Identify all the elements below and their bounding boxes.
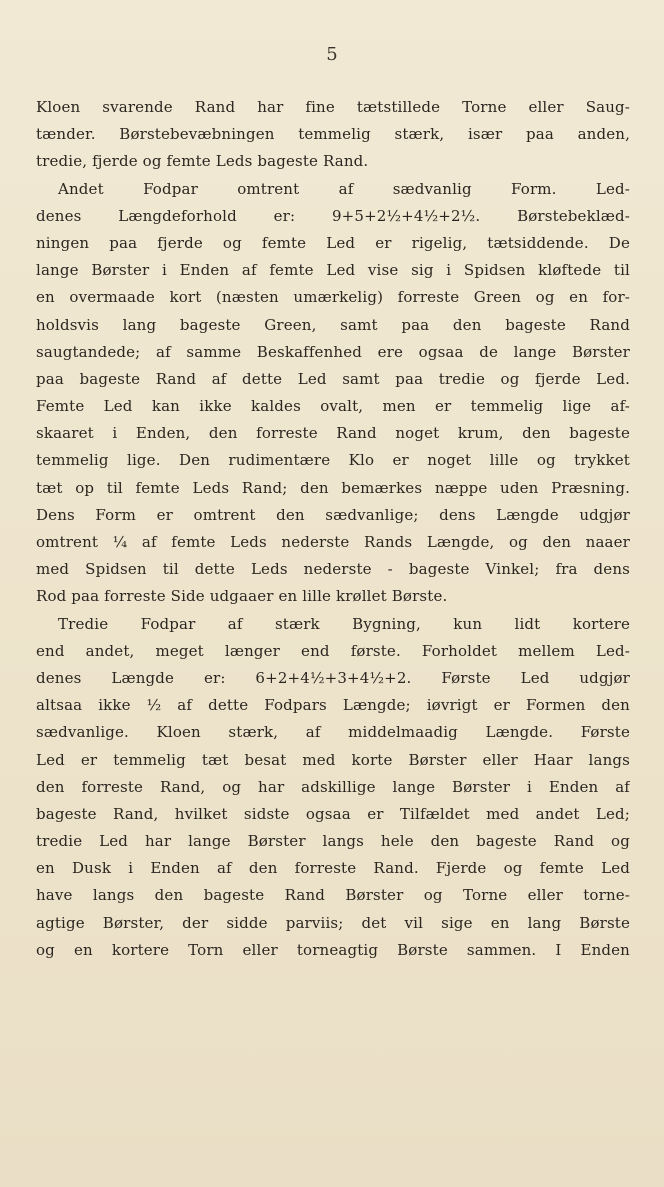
text-line: tredie, fjerde og femte Leds bageste Rand. (36, 152, 369, 171)
text-line: den forreste Rand, og har adskillige lange Børster i Enden af (36, 777, 630, 796)
text-line: agtige Børster, der sidde parviis; det vil sige en lang Børste (36, 913, 630, 932)
text-line: denes Længdeforhold er: 9+5+2½+4½+2½. Børstebeklæd- (36, 206, 630, 225)
text-line: med Spidsen til dette Leds nederste - bageste Vinkel; fra dens (36, 560, 630, 579)
text-line: omtrent ¼ af femte Leds nederste Rands Længde, og den naaer (36, 533, 630, 551)
text-line: en overmaade kort (næsten umærkelig) forreste Green og en for- (36, 288, 630, 307)
text-line: Andet Fodpar omtrent af sædvanlig Form. Led- (58, 179, 630, 198)
text-line: have langs den bageste Rand Børster og Torne eller torne- (36, 886, 630, 905)
text-line: Led er temmelig tæt besat med korte Børster eller Haar langs (36, 750, 630, 769)
text-line: tredie Led har lange Børster langs hele den bageste Rand og (36, 832, 630, 851)
text-line: en Dusk i Enden af den forreste Rand. Fjerde og femte Led (36, 859, 630, 878)
text-line: altsaa ikke ½ af dette Fodpars Længde; iøvrigt er Formen den (36, 696, 630, 715)
text-line: saugtandede; af samme Beskaffenhed ere ogsaa de lange Børster (36, 342, 630, 361)
text-line: denes Længde er: 6+2+4½+3+4½+2. Første Led udgjør (36, 668, 630, 687)
text-line: Tredie Fodpar af stærk Bygning, kun lidt kortere (58, 614, 630, 633)
body-text (36, 94, 630, 964)
text-line: Femte Led kan ikke kaldes ovalt, men er temmelig lige af- (36, 397, 630, 416)
text-line: bageste Rand, hvilket sidste ogsaa er Tilfældet med andet Led; (36, 804, 630, 823)
text-line: tæt op til femte Leds Rand; den bemærkes næppe uden Præsning. (36, 478, 630, 497)
text-line: sædvanlige. Kloen stærk, af middelmaadig Længde. Første (36, 723, 630, 742)
text-line: tænder. Børstebevæbningen temmelig stærk, især paa anden, (36, 125, 630, 144)
text-line: ningen paa fjerde og femte Led er rigelig, tætsiddende. De (36, 233, 630, 252)
text-line: skaaret i Enden, den forreste Rand noget krum, den bageste (36, 424, 630, 443)
text-line: holdsvis lang bageste Green, samt paa den bageste Rand (36, 315, 630, 334)
text-line: Rod paa forreste Side udgaaer en lille krøllet Børste. (36, 587, 448, 606)
text-line: Dens Form er omtrent den sædvanlige; dens Længde udgjør (36, 505, 630, 524)
text-line: end andet, meget længer end første. Forholdet mellem Led- (36, 641, 630, 660)
text-line: Kloen svarende Rand har fine tætstillede Torne eller Saug- (36, 98, 630, 116)
text-line: lange Børster i Enden af femte Led vise sig i Spidsen kløftede til (36, 261, 630, 280)
text-line: temmelig lige. Den rudimentære Klo er noget lille og trykket (36, 451, 630, 470)
page-number: 5 (326, 44, 338, 65)
text-line: paa bageste Rand af dette Led samt paa tredie og fjerde Led. (36, 369, 630, 388)
text-line: og en kortere Torn eller torneagtig Børste sammen. I Enden (36, 940, 630, 959)
